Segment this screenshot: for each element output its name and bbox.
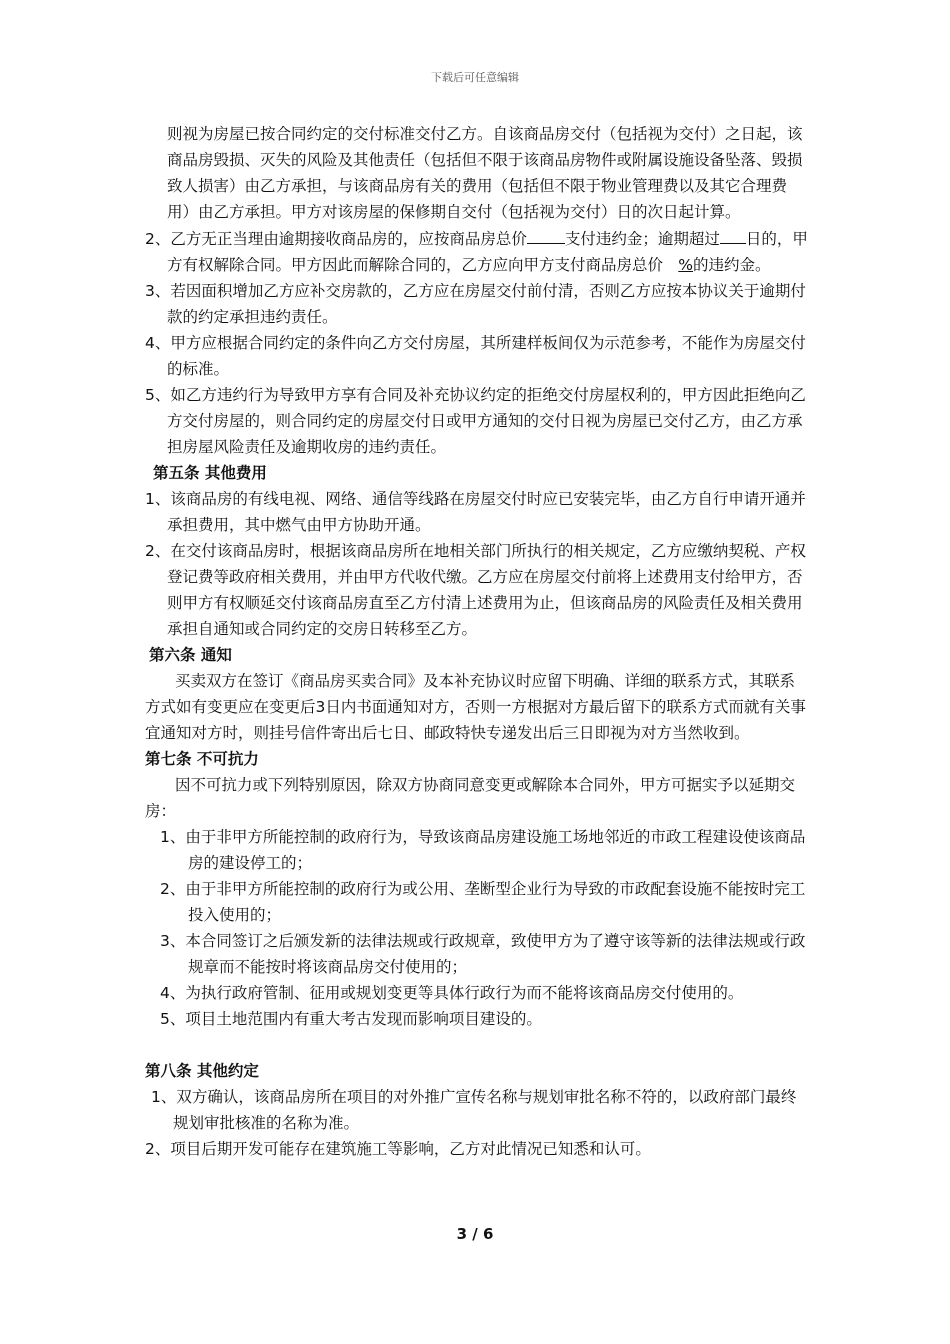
list-item-s7-5: 5、项目土地范围内有重大考古发现而影响项目建设的。 — [160, 1010, 542, 1028]
section-heading-6: 第六条 通知 — [149, 646, 232, 664]
list-item-s5-1: 1、该商品房的有线电视、网络、通信等线路在房屋交付时应已安装完毕，由乙方自行申请开通并承担费用，其中燃气由甲方协助开通。 — [145, 490, 806, 534]
list-item-s5-2: 2、在交付该商品房时，根据该商品房所在地相关部门所执行的相关规定，乙方应缴纳契税、产权登记费等政府相关费用，并由甲方代收代缴。乙方应在房屋交付前将上述费用支付给甲方，否则甲方有权顺延交付该商品房直至乙方付清上述费用为止，但该商品房的风险责任及相关费用承担自通知或合同约定的交房日转移至乙方。 — [145, 542, 806, 638]
header-note: 下载后可任意编辑 — [431, 71, 519, 84]
continued-paragraph: 则视为房屋已按合同约定的交付标准交付乙方。自该商品房交付（包括视为交付）之日起，该商品房毁损、灭失的风险及其他责任（包括但不限于该商品房物件或附属设施设备坠落、毁损致人损害）由乙方承担，与该商品房有关的费用（包括但不限于物业管理费以及其它合理费用）由乙方承担。甲方对该房屋的保修期自交付（包括视为交付）日的次日起计算。 — [167, 125, 803, 221]
blank-field-percent: % — [678, 256, 694, 274]
section-heading-7: 第七条 不可抗力 — [145, 750, 259, 768]
blank-field-penalty — [527, 225, 565, 244]
blank-field-days — [720, 225, 746, 244]
section-heading-5: 第五条 其他费用 — [153, 464, 267, 482]
list-item-s8-2: 2、项目后期开发可能存在建筑施工等影响，乙方对此情况已知悉和认可。 — [145, 1140, 651, 1158]
list-item-s4-3: 3、若因面积增加乙方应补交房款的，乙方应在房屋交付前付清，否则乙方应按本协议关于逾期付款的约定承担违约责任。 — [145, 282, 806, 326]
spacer — [145, 1032, 810, 1058]
section-heading-8: 第八条 其他约定 — [145, 1062, 259, 1080]
list-item-s7-2: 2、由于非甲方所能控制的政府行为或公用、垄断型企业行为导致的市政配套设施不能按时完工投入使用的； — [160, 880, 806, 924]
document-body — [145, 121, 810, 1162]
list-item-s4-4: 4、甲方应根据合同约定的条件向乙方交付房屋，其所建样板间仅为示范参考，不能作为房屋交付的标准。 — [145, 334, 806, 378]
list-item-s7-4: 4、为执行政府管制、征用或规划变更等具体行政行为而不能将该商品房交付使用的。 — [160, 984, 744, 1002]
list-item-s7-3: 3、本合同签订之后颁发新的法律法规或行政规章，致使甲方为了遵守该等新的法律法规或行政规章而不能按时将该商品房交付使用的； — [160, 932, 806, 976]
list-item-s7-1: 1、由于非甲方所能控制的政府行为，导致该商品房建设施工场地邻近的市政工程建设使该商品房的建设停工的； — [160, 828, 806, 872]
list-item-s4-5: 5、如乙方违约行为导致甲方享有合同及补充协议约定的拒绝交付房屋权利的，甲方因此拒绝向乙方交付房屋的，则合同约定的房屋交付日或甲方通知的交付日视为房屋已交付乙方，由乙方承担房屋风险责任及逾期收房的违约责任。 — [145, 386, 806, 456]
page-number: 3 / 6 — [456, 1225, 494, 1243]
list-item-s4-2: 2、乙方无正当理由逾期接收商品房的，应按商品房总价 支付违约金；逾期超过 日的，甲方有权解除合同。甲方因此而解除合同的，乙方应向甲方支付商品房总价 %的违约金。 — [145, 225, 810, 278]
paragraph-force-majeure: 因不可抗力或下列特别原因，除双方协商同意变更或解除本合同外，甲方可据实予以延期交房： — [145, 776, 796, 820]
paragraph-notice: 买卖双方在签订《商品房买卖合同》及本补充协议时应留下明确、详细的联系方式，其联系方式如有变更应在变更后3日内书面通知对方，否则一方根据对方最后留下的联系方式而就有关事宜通知对方时，则挂号信件寄出后七日、邮政特快专递发出后三日即视为对方当然收到。 — [145, 672, 806, 742]
list-item-s8-1: 1、双方确认，该商品房所在项目的对外推广宣传名称与规划审批名称不符的，以政府部门最终规划审批核准的名称为准。 — [151, 1088, 797, 1132]
